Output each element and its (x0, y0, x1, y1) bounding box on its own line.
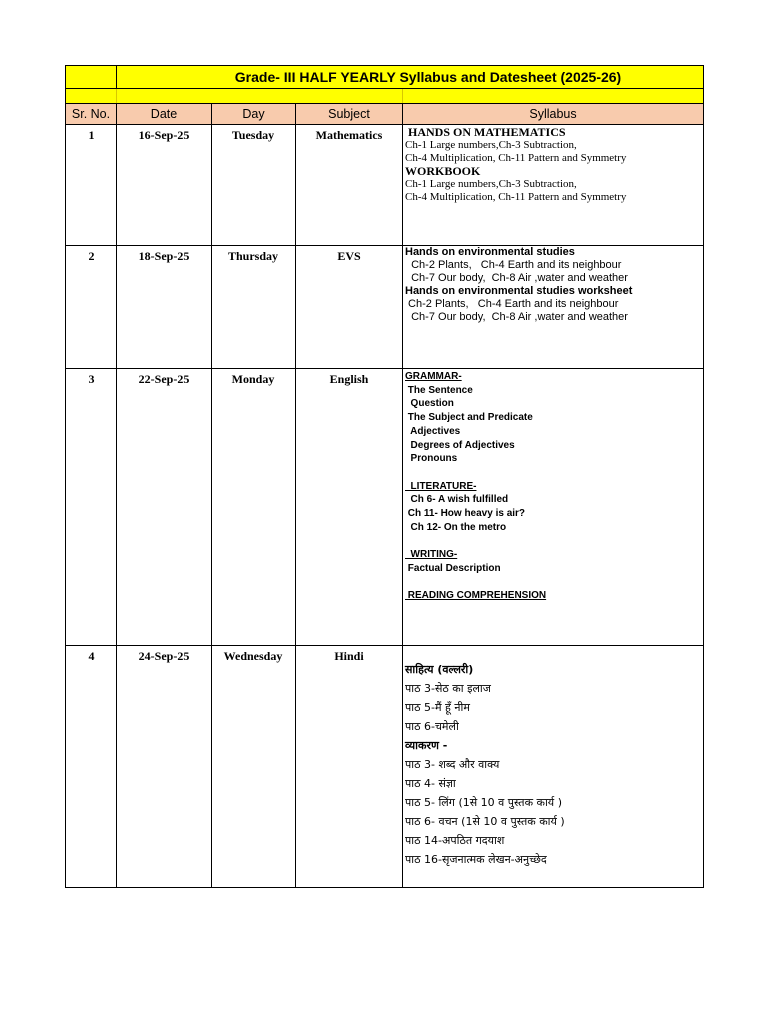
divider (211, 646, 212, 887)
table-row (65, 369, 704, 646)
section-heading: READING COMPREHENSION (405, 590, 547, 602)
table-row (65, 646, 704, 888)
syllabus-line: Ch-7 Our body, Ch-8 Air ,water and weather (405, 272, 628, 284)
divider (295, 369, 296, 645)
header-date: Date (150, 107, 178, 121)
divider (295, 646, 296, 887)
syllabus-line: Ch-7 Our body, Ch-8 Air ,water and weather (405, 311, 628, 323)
syllabus-line: Ch-4 Multiplication, Ch-11 Pattern and Symmetry (405, 191, 627, 203)
syllabus-cell (405, 246, 699, 324)
syllabus-line: Pronouns (405, 453, 458, 465)
divider (211, 246, 212, 368)
sr-no: 2 (88, 249, 95, 263)
exam-day: Thursday (227, 249, 279, 263)
syllabus-line: Ch 6- A wish fulfilled (405, 494, 509, 506)
syllabus-line: Question (405, 398, 454, 410)
blank-yellow-row (65, 89, 704, 104)
divider (116, 246, 117, 368)
exam-date: 16-Sep-25 (138, 128, 190, 142)
subject: English (329, 372, 369, 386)
divider (116, 125, 117, 245)
section-heading: WRITING- (405, 549, 458, 561)
syllabus-line: पाठ 16-सृजनात्मक लेखन-अनुच्छेद (405, 853, 547, 866)
header-syllabus: Syllabus (529, 107, 577, 121)
syllabus-cell (405, 126, 699, 204)
exam-day: Tuesday (231, 128, 275, 142)
section-heading: GRAMMAR- (405, 371, 462, 382)
syllabus-line (405, 534, 699, 548)
syllabus-line: व्याकरण - (405, 739, 448, 752)
divider (116, 369, 117, 645)
exam-date: 24-Sep-25 (138, 649, 190, 663)
syllabus-line: The Sentence (405, 384, 473, 396)
header-day: Day (242, 107, 265, 121)
syllabus-line: Ch-2 Plants, Ch-4 Earth and its neighbour (405, 298, 619, 310)
syllabus-line: Ch 12- On the metro (405, 521, 507, 533)
syllabus-line: पाठ 3-सेठ का इलाज (405, 682, 491, 695)
header-sr-no: Sr. No. (71, 107, 111, 121)
syllabus-line: Ch-4 Multiplication, Ch-11 Pattern and Symmetry (405, 152, 627, 164)
syllabus-line: Ch-2 Plants, Ch-4 Earth and its neighbour (405, 259, 622, 271)
table-row (65, 125, 704, 246)
syllabus-line: Ch 11- How heavy is air? (405, 508, 526, 520)
sr-no: 3 (88, 372, 95, 386)
divider (116, 89, 117, 103)
syllabus-line: Adjectives (405, 425, 461, 437)
section-heading: LITERATURE- (405, 480, 477, 492)
syllabus-line: पाठ 4- संज्ञा (405, 777, 456, 790)
exam-day: Wednesday (223, 649, 283, 663)
exam-day: Monday (231, 372, 275, 386)
divider (402, 646, 403, 887)
syllabus-line: Ch-1 Large numbers,Ch-3 Subtraction, (405, 139, 577, 151)
syllabus-line: Hands on environmental studies (405, 246, 575, 258)
sheet-title: Grade- III HALF YEARLY Syllabus and Datesheet (2025-26) (234, 69, 622, 85)
syllabus-line: पाठ 6-चमेली (405, 720, 459, 733)
syllabus-line: HANDS ON MATHEMATICS (405, 125, 566, 139)
syllabus-line: The Subject and Predicate (405, 412, 533, 424)
divider (402, 246, 403, 368)
syllabus-line: साहित्य (वल्लरी) (405, 663, 474, 676)
sr-no: 1 (88, 128, 95, 142)
exam-date: 18-Sep-25 (138, 249, 190, 263)
syllabus-line: Factual Description (405, 562, 501, 574)
syllabus-line (405, 576, 699, 590)
divider (295, 125, 296, 245)
exam-date: 22-Sep-25 (138, 372, 190, 386)
table-row (65, 246, 704, 369)
sr-no: 4 (88, 649, 95, 663)
syllabus-line (405, 466, 699, 480)
syllabus-line: Degrees of Adjectives (405, 439, 515, 451)
header-row (65, 104, 704, 125)
divider (116, 646, 117, 887)
syllabus-cell (405, 370, 699, 603)
syllabus-cell (405, 660, 699, 869)
title-row (65, 65, 704, 89)
divider (402, 89, 403, 103)
subject: Hindi (334, 649, 364, 663)
syllabus-line: पाठ 5- लिंग (1से 10 व पुस्तक कार्य ) (405, 796, 562, 809)
syllabus-line: पाठ 14-अपठित गदयाश (405, 834, 505, 847)
syllabus-line: पाठ 5-मैं हूँ नीम (405, 701, 470, 714)
divider (402, 369, 403, 645)
divider (211, 369, 212, 645)
subject: Mathematics (315, 128, 383, 142)
syllabus-line: पाठ 6- वचन (1से 10 व पुस्तक कार्य ) (405, 815, 565, 828)
divider (402, 125, 403, 245)
syllabus-line: पाठ 3- शब्द और वाक्य (405, 758, 500, 771)
syllabus-line: Ch-1 Large numbers,Ch-3 Subtraction, (405, 178, 577, 190)
syllabus-line: Hands on environmental studies worksheet (405, 285, 633, 297)
syllabus-line: WORKBOOK (405, 164, 481, 178)
divider (295, 246, 296, 368)
divider (211, 125, 212, 245)
subject: EVS (337, 249, 361, 263)
syllabus-line (405, 370, 699, 384)
header-subject: Subject (328, 107, 370, 121)
